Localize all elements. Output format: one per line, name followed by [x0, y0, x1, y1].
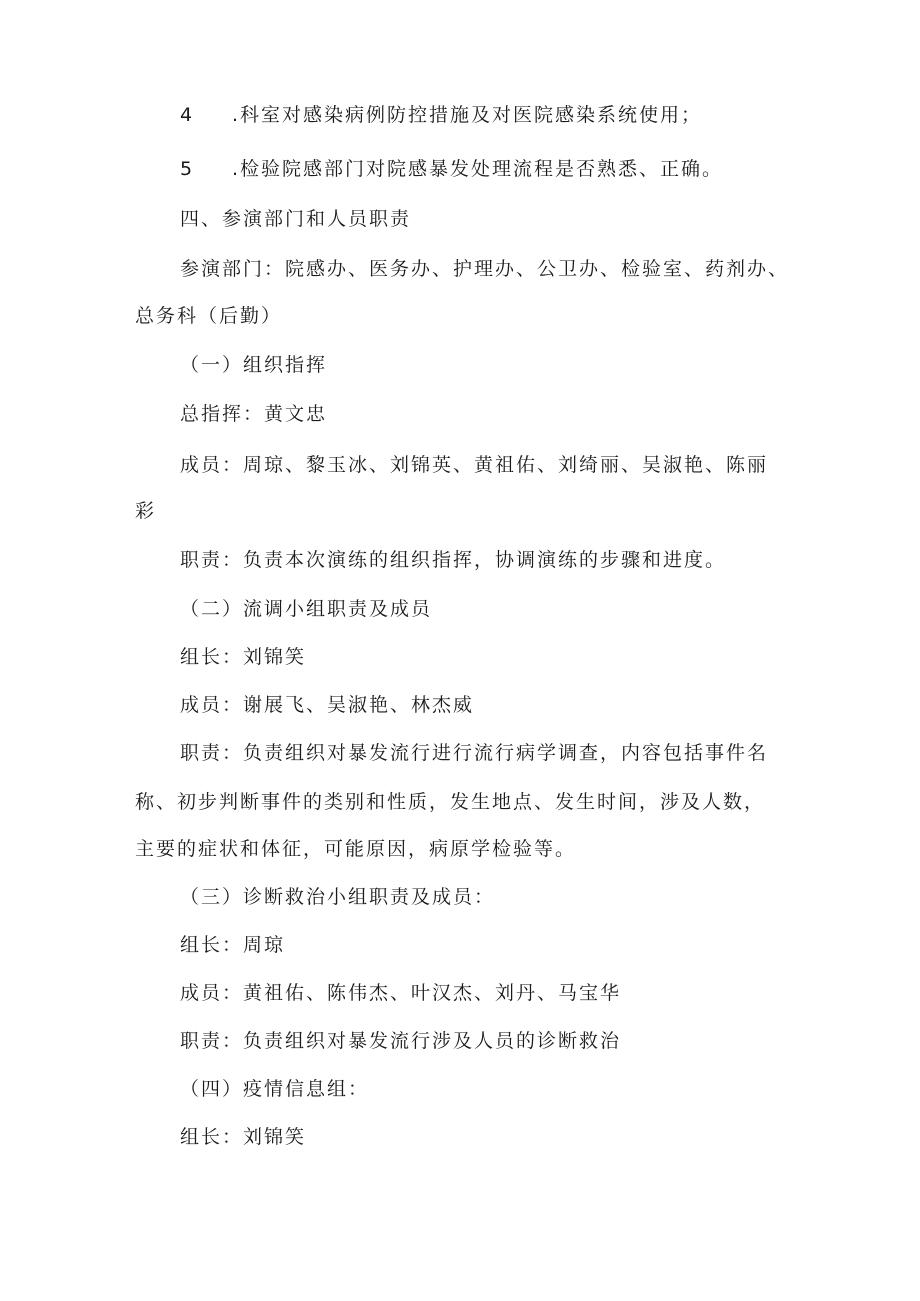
subsection-heading: （二）流调小组职责及成员 [180, 598, 433, 620]
list-item-number: 4 [180, 104, 193, 126]
commander-line: 总指挥：黄文忠 [180, 403, 328, 425]
list-item-text: .科室对感染病例防控措施及对医院感染系统使用； [232, 104, 703, 126]
subsection-heading: （一）组织指挥 [180, 354, 328, 376]
list-item-text: .检验院感部门对院感暴发处理流程是否熟悉、正确。 [232, 158, 724, 180]
subsection-heading: （四）疫情信息组： [180, 1078, 370, 1100]
members-line-continued: 彩 [135, 500, 157, 522]
list-item-4 [180, 103, 702, 127]
leader-line: 组长：刘锦笑 [180, 1126, 307, 1148]
duty-line: 职责：负责组织对暴发流行涉及人员的诊断救治 [180, 1030, 622, 1052]
duty-line: 职责：负责组织对暴发流行进行流行病学调查，内容包括事件名 [180, 742, 769, 764]
duty-line: 职责：负责本次演练的组织指挥，协调演练的步骤和进度。 [180, 549, 727, 571]
subsection-heading: （三）诊断救治小组职责及成员： [180, 886, 496, 908]
list-item-5 [180, 157, 723, 181]
duty-line-continued: 称、初步判断事件的类别和性质，发生地点、发生时间，涉及人数， [135, 791, 766, 813]
members-line: 成员：周琼、黎玉冰、刘锦英、黄祖佑、刘绮丽、吴淑艳、陈丽 [180, 454, 769, 476]
leader-line: 组长：周琼 [180, 934, 286, 956]
section-heading: 四、参演部门和人员职责 [180, 208, 412, 230]
members-line: 成员：谢展飞、吴淑艳、林杰威 [180, 694, 475, 716]
departments-line-continued: 总务科（后勤） [135, 305, 283, 327]
departments-line: 参演部门：院感办、医务办、护理办、公卫办、检验室、药剂办、 [180, 258, 790, 280]
members-line: 成员：黄祖佑、陈伟杰、叶汉杰、刘丹、马宝华 [180, 982, 622, 1004]
leader-line: 组长：刘锦笑 [180, 646, 307, 668]
list-item-number: 5 [180, 158, 193, 180]
duty-line-continued: 主要的症状和体征，可能原因，病原学检验等。 [135, 838, 577, 860]
